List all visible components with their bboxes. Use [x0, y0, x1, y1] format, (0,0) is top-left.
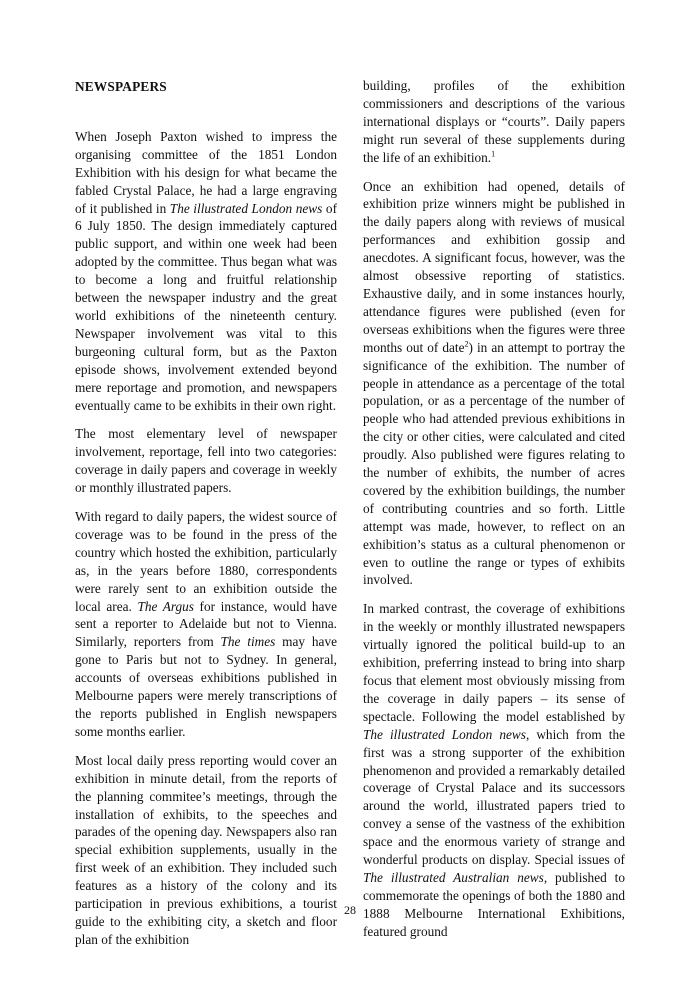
paragraph — [75, 128, 337, 415]
paragraph — [363, 600, 625, 940]
italic-title: The times — [220, 634, 276, 650]
left-column — [75, 78, 337, 960]
text-run: , published to commemorate the openings of both the 1880 and 1888 Melbourne International Exhibitions, featured ground — [363, 869, 626, 939]
text-run: of 6 July 1850. The design immediately captured public support, and within one week had been adopted by the committee. Thus began what was to become a long and fruitful relationship between the newspaper industry and the great world exhibitions of the nineteenth century. Newspaper involvement was vital to this burgeoning cultural form, but as the Paxton episode shows, involvement extended beyond mere reportage and promotion, and newspapers eventually came to be exhibits in their own right. — [75, 200, 338, 413]
text-run: ) in an attempt to portray the significance of the exhibition. The number of people in attendance as a percentage of the total population, or as a percentage of the number of people who had attended previous exhibitions in the city or other cities, were calculated and cited proudly. Also published were figures relating to the number of exhibits, the number of acres covered by the exhibition buildings, the number of contributing countries and so forth. Little attempt was made, however, to reflect on an exhibition’s status as a cultural phenomenon or even to outline the range or types of exhibits involved. — [363, 339, 625, 588]
paragraph — [75, 425, 337, 497]
footnote-ref: 2 — [464, 339, 469, 349]
text-run: With regard to daily papers, the widest source of coverage was to be found in the press of the country which hosted the exhibition, particularly as, in the years before 1880, correspondents were rarely sent to an exhibition outside the local area. — [75, 509, 337, 614]
text-run: may have gone to Paris but not to Sydney. In general, accounts of overseas exhibitions published in Melbourne papers were merely transcriptions of the reports published in English newspapers some months earlier. — [75, 634, 337, 739]
text-run: In marked contrast, the coverage of exhibitions in the weekly or monthly illustrated newspapers virtually ignored the political build-up to an exhibition, preferring instead to bring into sharp focus that element most obviously missing from the coverage in daily papers – its sense of spectacle. Following the model established by — [363, 601, 625, 724]
text-run: When Joseph Paxton wished to impress the organising committee of the 1851 London Exhibition with his design for what became the fabled Crystal Palace, he had a large engraving of it published in — [75, 128, 337, 216]
text-run: , which from the first was a strong supporter of the exhibition phenomenon and provided a remarkably detailed coverage of Crystal Palace and its successors around the world, illustrated papers tried to convey a sense of the vastness of the exhibition space and the enormous variety of strange and wonderful products on display. Special issues of — [363, 726, 625, 868]
italic-title: The illustrated Australian news — [363, 869, 544, 885]
text-run: The most elementary level of newspaper involvement, reportage, fell into two categories: coverage in daily papers and coverage in weekly or monthly illustrated papers. — [75, 426, 337, 496]
paragraph — [75, 508, 337, 741]
footnote-ref: 1 — [491, 149, 496, 159]
italic-title: The illustrated London news — [363, 726, 526, 742]
right-column — [363, 78, 625, 952]
paragraph — [363, 77, 625, 167]
page-number: 28 — [344, 903, 356, 917]
text-run: Once an exhibition had opened, details of exhibition prize winners might be published in the daily papers along with reviews of musical performances and exhibition gossip and anecdotes. A significant focus, however, was the almost obsessive reporting of statistics. Exhaustive daily, and in some instances hourly, attendance figures were published (even for overseas exhibitions when the figures were three months out of date — [363, 178, 625, 355]
text-run: Most local daily press reporting would cover an exhibition in minute detail, from the reports of the planning commitee’s meetings, through the installation of exhibits, to the speeches and parades of the opening day. Newspapers also ran special exhibition supplements, usually in the first week of an exhibition. They included such features as a history of the colony and its participation in previous exhibitions, a tourist guide to the exhibiting city, a sketch and floor plan of the exhibition — [75, 752, 337, 947]
italic-title: The illustrated London news — [169, 200, 323, 216]
text-run: for instance, would have sent a reporter to Adelaide but not to Vienna. Similarly, reporters from — [75, 598, 337, 650]
text-run: building, profiles of the exhibition commissioners and descriptions of the various international displays or “courts”. Daily papers might run several of these supplements during the life of an exhibition. — [363, 78, 625, 165]
paragraph — [363, 178, 625, 590]
section-heading: NEWSPAPERS — [75, 79, 167, 94]
italic-title: The Argus — [137, 598, 194, 614]
